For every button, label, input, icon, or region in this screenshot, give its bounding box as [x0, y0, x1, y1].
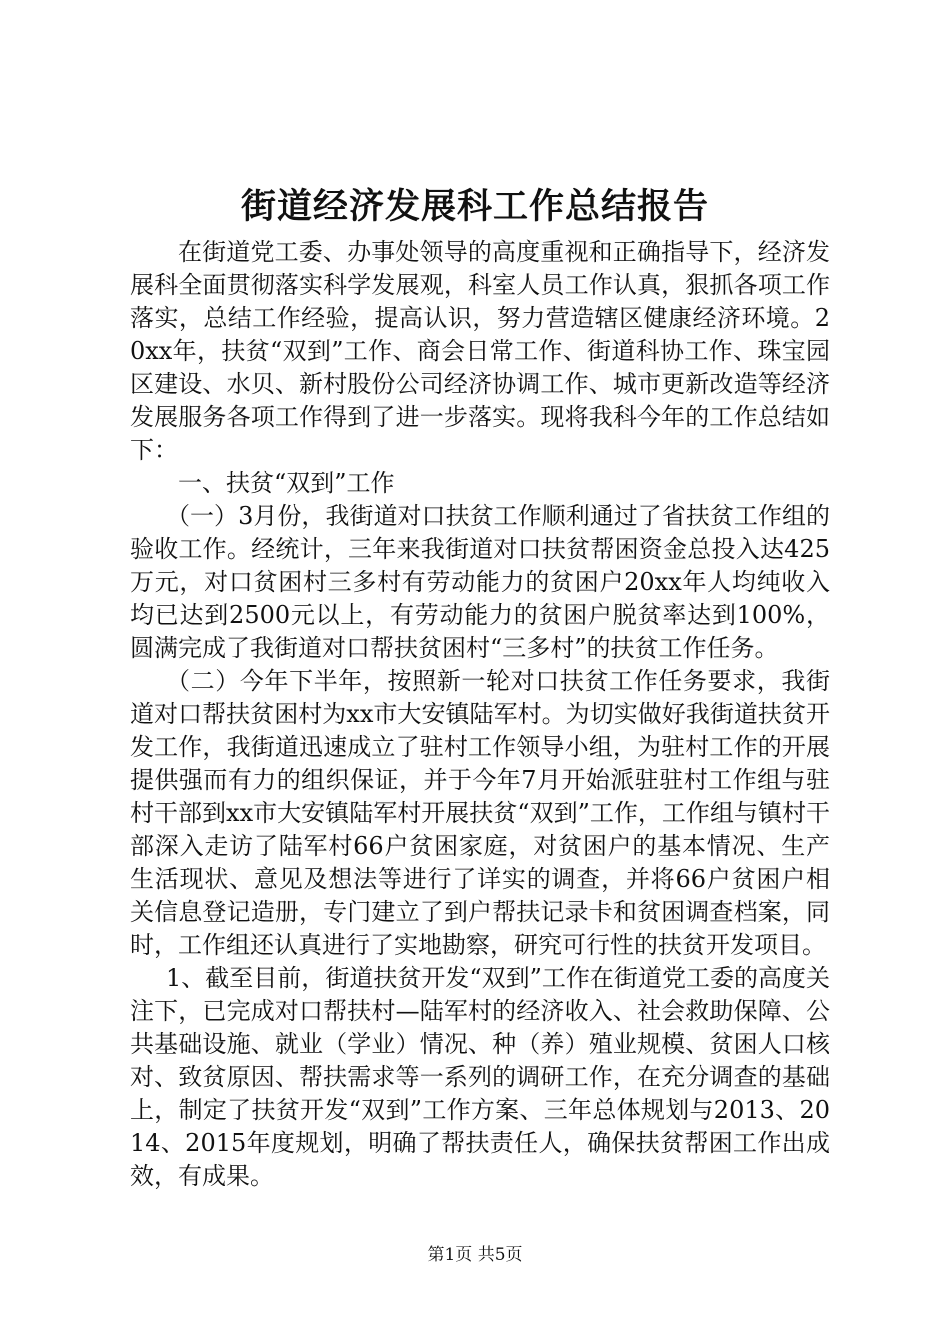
document-body [130, 236, 830, 1193]
document-title: 街道经济发展科工作总结报告 [240, 186, 709, 227]
intro-paragraph: 在街道党工委、办事处领导的高度重视和正确指导下，经济发展科全面贯彻落实科学发展观，科室人员工作认真，狠抓各项工作落实，总结工作经验，提高认识，努力营造辖区健康经济环境。20xx年，扶贫“双到”工作、商会日常工作、街道科协工作、珠宝园区建设、水贝、新村股份公司经济协调工作、城市更新改造等经济发展服务各项工作得到了进一步落实。现将我科今年的工作总结如下： [130, 238, 830, 464]
paragraph-numbered-1: 1、截至目前，街道扶贫开发“双到”工作在街道党工委的高度关注下，已完成对口帮扶村—陆军村的经济收入、社会救助保障、公共基础设施、就业（学业）情况、种（养）殖业规模、贫困人口核对、致贫原因、帮扶需求等一系列的调研工作，在充分调查的基础上，制定了扶贫开发“双到”工作方案、三年总体规划与2013、2014、2015年度规划，明确了帮扶责任人，确保扶贫帮困工作出成效，有成果。 [130, 964, 830, 1190]
paragraph-item-1: （一）3月份，我街道对口扶贫工作顺利通过了省扶贫工作组的验收工作。经统计，三年来我街道对口扶贫帮困资金总投入达425万元，对口贫困村三多村有劳动能力的贫困户20xx年人均纯收入均已达到2500元以上，有劳动能力的贫困户脱贫率达到100%，圆满完成了我街道对口帮扶贫困村“三多村”的扶贫工作任务。 [130, 502, 830, 662]
page-footer: 第1页 共5页 [427, 1245, 523, 1265]
section-heading-poverty-alleviation: 一、扶贫“双到”工作 [178, 469, 395, 497]
paragraph-item-2: （二）今年下半年，按照新一轮对口扶贫工作任务要求，我街道对口帮扶贫困村为xx市大安镇陆军村。为切实做好我街道扶贫开发工作，我街道迅速成立了驻村工作领导小组，为驻村工作的开展提供强而有力的组织保证，并于今年7月开始派驻驻村工作组与驻村干部到xx市大安镇陆军村开展扶贫“双到”工作，工作组与镇村干部深入走访了陆军村66户贫困家庭，对贫困户的基本情况、生产生活现状、意见及想法等进行了详实的调查，并将66户贫困户相关信息登记造册，专门建立了到户帮扶记录卡和贫困调查档案，同时，工作组还认真进行了实地勘察，研究可行性的扶贫开发项目。 [130, 667, 830, 959]
